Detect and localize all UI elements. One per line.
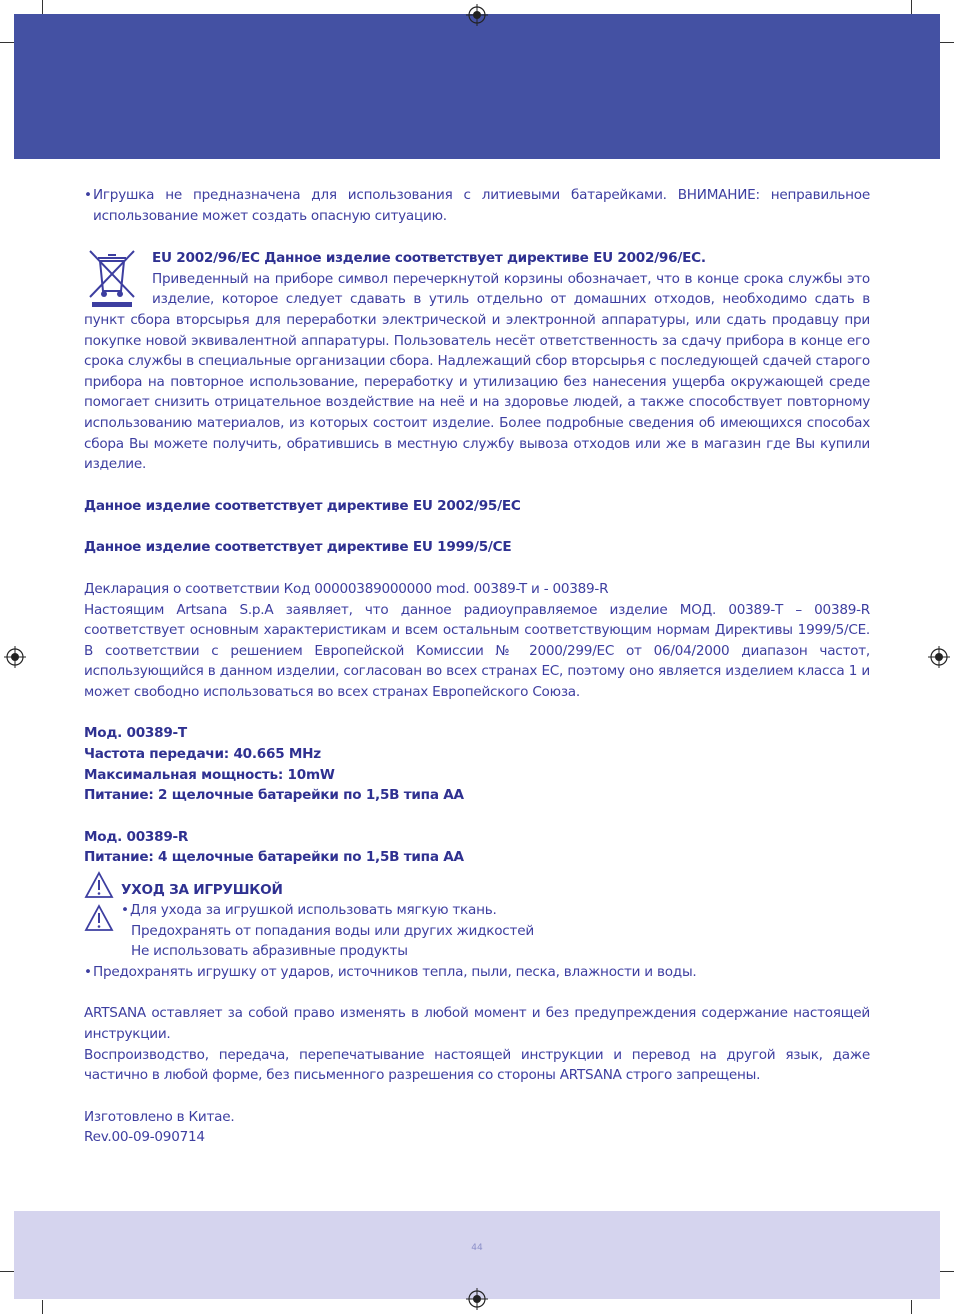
model-r-supply: Питание: 4 щелочные батарейки по 1,5В типа АА bbox=[84, 849, 464, 866]
care-extra-text: Предохранять игрушку от ударов, источников тепла, пыли, песка, влажности и воды. bbox=[93, 963, 697, 980]
declaration-text: Настоящим Artsana S.p.A заявляет, что данное радиоуправляемое изделие МОД. 00389-T – 00389-R соответствует основным характеристикам и всем остальным соответствующим нормам Директивы 1999/5/CE. В соответствии с решением Европейской Комиссии № 2000/299/EC от 06/04/2000 диапазон частот, использующийся в данном изделии, согласован во всех странах ЕС, поэтому оно является изделием класса 1 и может свободно использоваться во всех странах Европейского Союза. bbox=[84, 601, 870, 700]
weee-text: Приведенный на приборе символ перечеркнутой корзины обозначает, что в конце срока службы это изделие, которое следует сдавать в утиль отдельно от домашних отходов, необходимо сдать в пункт сбора вторсырья для переработки электрической и электронной аппаратуры, или сдать продавцу при покупке новой эквивалентной аппаратуры. Пользователь несёт ответственность за сдачу прибора в конце его срока службы в специальные организации сбора. Надлежащий сбор вторсырья с последующей сдачей старого прибора на повторное использование, переработку и утилизацию без нанесения ущерба окружающей среде помогает снизить отрицательное воздействие на неё и на здоровье людей, а также способствует повторному использованию материалов, из которых состоит изделие. Более подробные сведения об имеющихся способах сбора Вы можете получить, обратившись в местную службу вывоза отходов или же в магазин где Вы купили изделие. bbox=[84, 270, 870, 473]
crop-mark bbox=[940, 1271, 954, 1272]
battery-note-text: Игрушка не предназначена для использования с литиевыми батарейками. ВНИМАНИЕ: неправильное использование может создать опасную ситуацию. bbox=[93, 187, 870, 224]
care-extra bbox=[84, 962, 870, 983]
header-band bbox=[14, 14, 940, 159]
care-heading-row bbox=[84, 880, 870, 900]
crop-mark bbox=[911, 0, 912, 14]
care-item-text: Для ухода за игрушкой использовать мягкую ткань. bbox=[130, 902, 497, 919]
rights-text-2: Воспроизводство, передача, перепечатывание настоящей инструкции и перевод на другой язык, даже частично в любой форме, без письменного разрешения со стороны ARTSANA строго запрещены. bbox=[84, 1046, 870, 1084]
care-item-text: Предохранять от попадания воды или других жидкостей bbox=[131, 922, 534, 939]
battery-note bbox=[84, 185, 870, 226]
revision-text: Rev.00-09-090714 bbox=[84, 1129, 205, 1146]
model-r-label: Мод. 00389-R bbox=[84, 828, 189, 845]
made-in-text: Изготовлено в Китае. bbox=[84, 1108, 235, 1125]
care-item-text: Не использовать абразивные продукты bbox=[131, 943, 408, 960]
care-heading: УХОД ЗА ИГРУШКОЙ bbox=[121, 882, 283, 899]
model-t-frequency: Частота передачи: 40.665 MHz bbox=[84, 746, 321, 763]
page-number: 44 bbox=[471, 1243, 483, 1253]
crop-mark bbox=[42, 0, 43, 14]
registration-mark-icon bbox=[928, 646, 950, 668]
footer-band bbox=[14, 1211, 940, 1299]
document-body bbox=[84, 185, 870, 1148]
bullet: • bbox=[121, 902, 129, 919]
crossed-out-wheelie-bin-icon bbox=[84, 247, 140, 309]
crop-mark bbox=[0, 1271, 14, 1272]
bullet: • bbox=[84, 187, 92, 203]
registration-mark-icon bbox=[466, 1288, 488, 1310]
crop-mark bbox=[940, 42, 954, 43]
model-t-label: Мод. 00389-T bbox=[84, 725, 187, 742]
care-list bbox=[84, 900, 870, 962]
care-item bbox=[121, 900, 870, 921]
bullet: • bbox=[84, 963, 92, 980]
model-t-supply: Питание: 2 щелочные батарейки по 1,5В типа АА bbox=[84, 787, 464, 804]
warning-triangle-icon bbox=[84, 904, 114, 932]
rights-text-1: ARTSANA оставляет за собой право изменять в любой момент и без предупреждения содержание настоящей инструкции. bbox=[84, 1005, 870, 1042]
crop-mark bbox=[0, 42, 14, 43]
directive-1999-text: Данное изделие соответствует директиве EU 1999/5/CE bbox=[84, 539, 512, 556]
crop-mark bbox=[42, 1300, 43, 1314]
weee-section bbox=[84, 248, 870, 475]
warning-triangle-icon bbox=[84, 871, 114, 899]
directive-95-text: Данное изделие соответствует директиве EU 2002/95/EC bbox=[84, 497, 521, 514]
crop-mark bbox=[911, 1300, 912, 1314]
declaration-title: Декларация о соответствии Код 00000389000000 mod. 00389-T и - 00389-R bbox=[84, 580, 609, 597]
model-t-power: Максимальная мощность: 10mW bbox=[84, 766, 335, 783]
weee-heading: EU 2002/96/EC Данное изделие соответствует директиве EU 2002/96/EC. bbox=[152, 250, 706, 267]
registration-mark-icon bbox=[4, 646, 26, 668]
registration-mark-icon bbox=[466, 4, 488, 26]
